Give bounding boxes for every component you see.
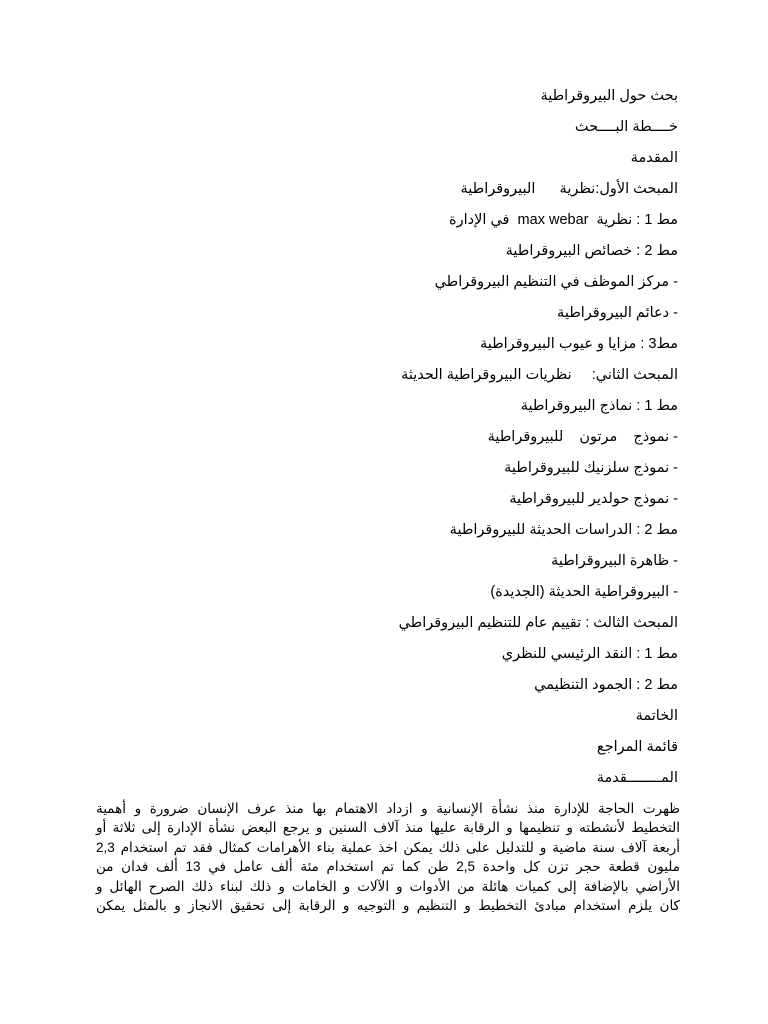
paragraph-line: التخطيط لأنشطته و تنظيمها و الرقابة عليها منذ آلاف السنين و يرجع البعض نشأة الإدارة إلى ثلاثة أو bbox=[96, 820, 680, 836]
outline-item-conclusion: الخاتمة bbox=[635, 708, 678, 724]
outline-subitem: - مركز الموظف في التنظيم البيروقراطي bbox=[434, 274, 678, 290]
outline-item: مط 1 : نماذج البيروقراطية bbox=[520, 398, 678, 414]
outline-item-introduction: المقدمة bbox=[630, 150, 678, 166]
paragraph-line: ظهرت الحاجة للإدارة منذ نشأة الإنسانية و ازداد الاهتمام بها منذ عرف الإنسان ضرورة و أهمية bbox=[96, 801, 680, 816]
outline-item-chapter-1: المبحث الأول:نظرية البيروقراطية bbox=[460, 181, 678, 197]
introduction-heading: المــــــــقدمة bbox=[596, 770, 678, 786]
outline-subitem: - ظاهرة البيروقراطية bbox=[551, 553, 678, 569]
paragraph-line: الأراضي بالإضافة إلى كميات هائلة من الأدوات و الآلات و الخامات و ذلك لبناء ذلك الصرح الهائل و bbox=[96, 878, 680, 894]
outline-subitem: - نموذج حولدير للبيروقراطية bbox=[509, 491, 678, 507]
paragraph-line: أربعة آلاف سنة ماضية و للتدليل على ذلك يمكن اخذ عملية بناء الأهرامات كمثال فقد تم استخدام 2,3 bbox=[96, 839, 680, 855]
outline-item: مط 2 : خصائص البيروقراطية bbox=[505, 243, 678, 259]
research-outline bbox=[118, 81, 678, 794]
outline-subitem: - نموذج سلزنيك للبيروقراطية bbox=[504, 460, 678, 476]
outline-item-chapter-2: المبحث الثاني: نظريات البيروقراطية الحديثة bbox=[401, 367, 678, 383]
outline-item: مط3 : مزايا و عيوب البيروقراطية bbox=[479, 336, 678, 352]
outline-item: مط 1 : النقد الرئيسي للنظري bbox=[501, 646, 678, 662]
paragraph-line: كان يلزم استخدام مبادئ التخطيط و التنظيم و التوجيه و الرقابة إلى تحقيق الانجاز و بالمثل يمكن bbox=[96, 897, 680, 913]
outline-item: مط 2 : الجمود التنظيمي bbox=[534, 677, 678, 693]
document-title: بحث حول البيروقراطية bbox=[540, 88, 678, 104]
outline-subitem: - البيروقراطية الحديثة (الجديدة) bbox=[490, 584, 678, 600]
outline-subitem: - دعائم البيروقراطية bbox=[557, 305, 678, 321]
introduction-paragraph bbox=[96, 799, 680, 915]
outline-item-chapter-3: المبحث الثالث : تقييم عام للتنظيم البيروقراطي bbox=[398, 615, 678, 631]
outline-item: مط 1 : نظرية max webar في الإدارة bbox=[449, 212, 678, 228]
outline-heading: خــــطة البــــحث bbox=[574, 119, 678, 135]
outline-item-references: قائمة المراجع bbox=[596, 739, 678, 755]
outline-subitem: - نموذج مرتون للبيروقراطية bbox=[487, 429, 678, 445]
paragraph-line: مليون قطعة حجر تزن كل واحدة 2,5 طن كما تم استخدام مئة ألف عامل في 13 ألف فدان من bbox=[96, 859, 680, 875]
outline-item: مط 2 : الدراسات الحديثة للبيروقراطية bbox=[449, 522, 678, 538]
